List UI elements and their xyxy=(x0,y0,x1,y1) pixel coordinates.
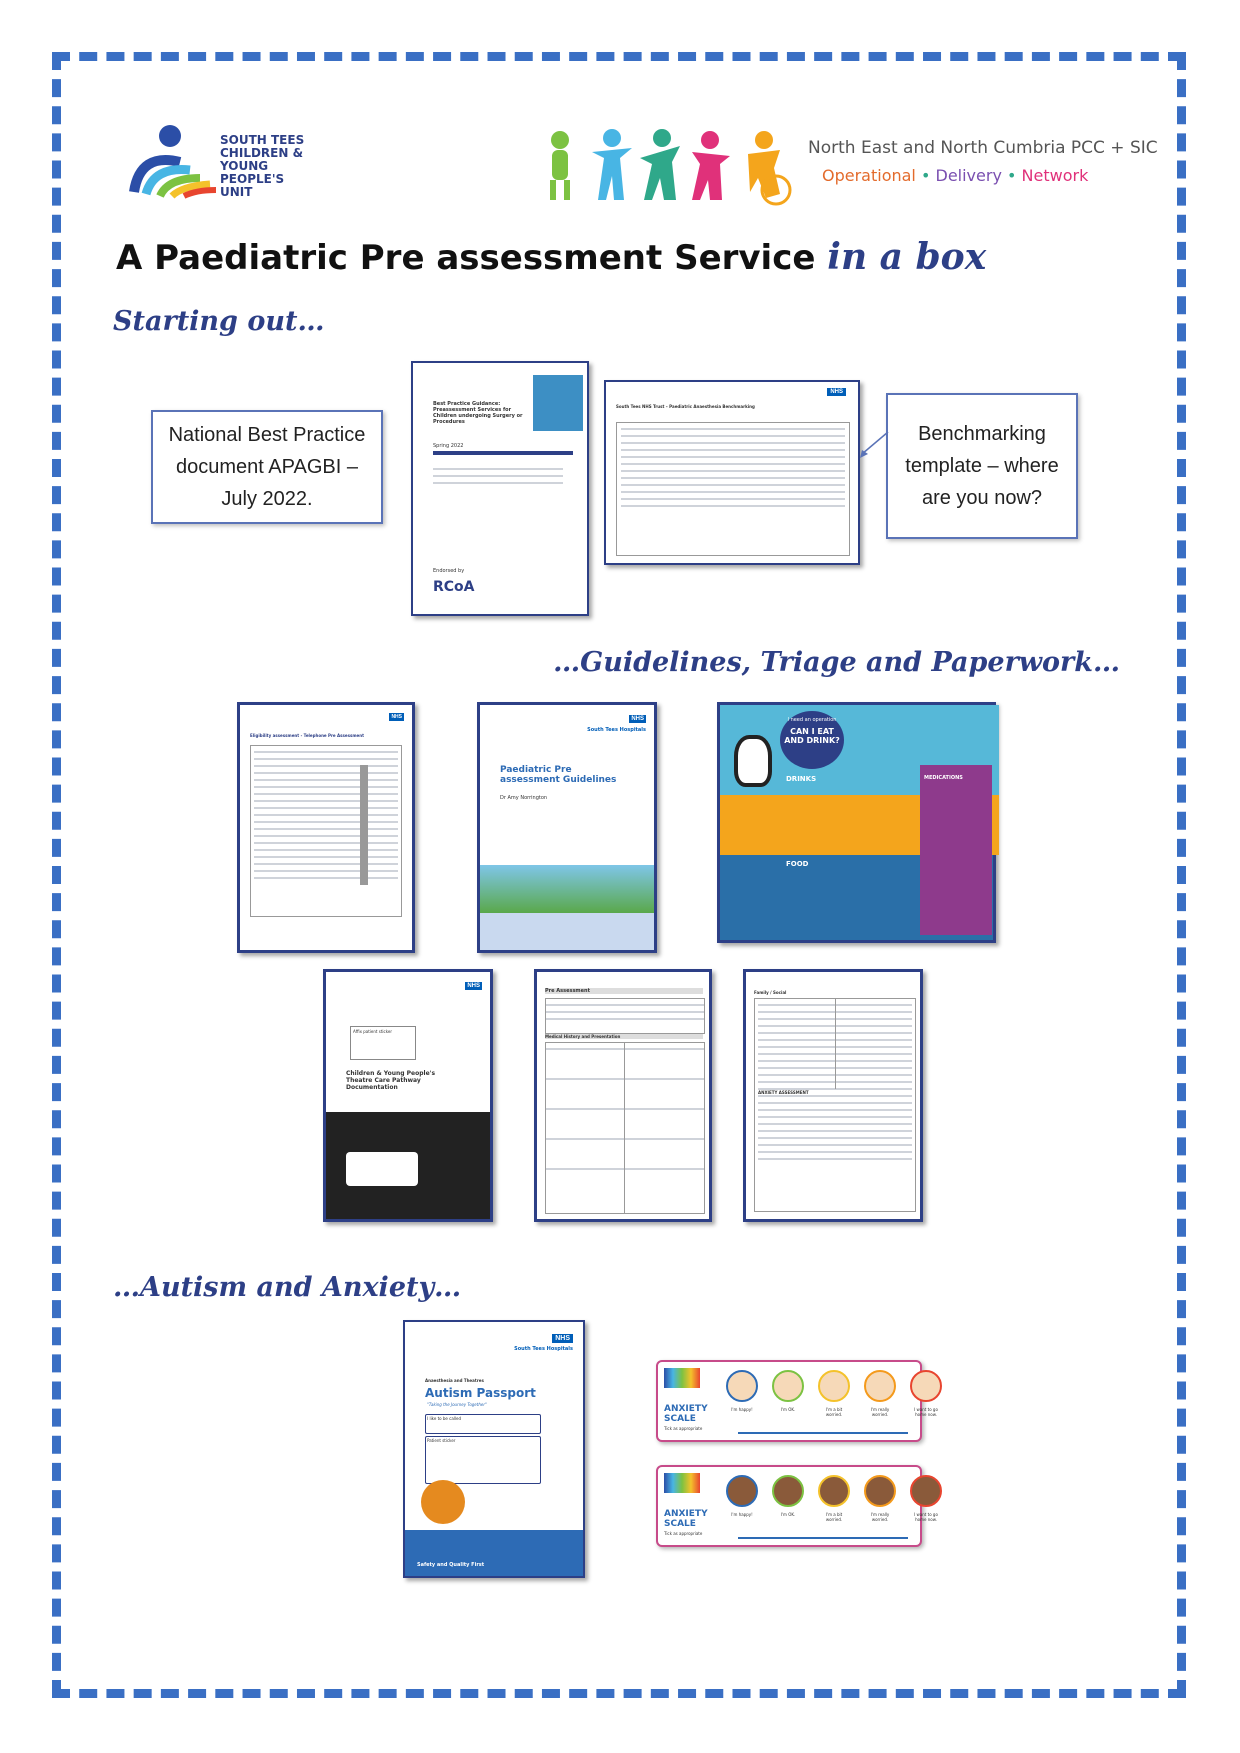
face-icon-really-worried xyxy=(864,1370,896,1402)
poster-food: FOOD xyxy=(786,860,809,868)
passport-title: Autism Passport xyxy=(425,1386,536,1400)
network-logo-delivery: Delivery xyxy=(935,166,1002,185)
apagbi-date: Spring 2022 xyxy=(433,443,464,449)
face-icon-go-home xyxy=(910,1475,942,1507)
anxiety-card1-face3: I'm a bit worried. xyxy=(825,1407,843,1417)
preassess-sub: Medical History and Presentation xyxy=(545,1034,703,1039)
section-heading-autism: …Autism and Anxiety… xyxy=(113,1272,462,1303)
doc-theatre-care-pathway xyxy=(323,969,493,1222)
bench-nhs-logo: NHS xyxy=(827,388,846,396)
guidelines-org: South Tees Hospitals xyxy=(587,727,646,733)
eligibility-nhs-logo: NHS xyxy=(391,714,402,720)
anxiety-card2-label1: ANXIETY xyxy=(664,1509,708,1519)
page-title xyxy=(116,236,986,278)
anxiety-card1-face2: I'm OK. xyxy=(780,1407,796,1412)
passport-footer: Safety and Quality First xyxy=(417,1562,485,1568)
doc-eat-drink-poster xyxy=(717,702,996,943)
anxiety-card2-label2: SCALE xyxy=(664,1519,696,1529)
callout-national-text: National Best Practice document APAGBI – July 2022. xyxy=(168,424,366,510)
network-logo xyxy=(540,128,1158,204)
children-figures-logo-icon xyxy=(540,128,798,204)
face-icon-bit-worried xyxy=(818,1475,850,1507)
passport-tag: "Taking the Journey Together" xyxy=(427,1402,487,1407)
arrow-connector xyxy=(858,430,890,460)
network-logo-operational: Operational xyxy=(822,166,916,185)
south-tees-logo-text: SOUTH TEES CHILDREN & YOUNG PEOPLE'S UNIT xyxy=(220,133,305,199)
apagbi-rcoa-logo: RCoA xyxy=(433,579,475,595)
doc-benchmarking-template xyxy=(604,380,860,565)
passport-lion-icon xyxy=(421,1480,465,1524)
doc-apagbi-guidance xyxy=(411,361,589,616)
face-icon-go-home xyxy=(910,1370,942,1402)
passport-org: South Tees Hospitals xyxy=(514,1346,573,1352)
face-icon-ok xyxy=(772,1370,804,1402)
preassess-title: Pre Assessment xyxy=(545,988,703,994)
passport-field1: I like to be called xyxy=(425,1414,541,1434)
network-logo-line2: Operational • Delivery • Network xyxy=(822,166,1089,185)
anxiety-card2-logo-icon xyxy=(664,1473,700,1493)
anxiety-scale-card-1 xyxy=(656,1360,938,1442)
doc-family-social-form xyxy=(743,969,923,1222)
apagbi-emblem-icon xyxy=(533,375,583,431)
anxiety-card1-face1: I'm happy! xyxy=(731,1407,753,1412)
doc-pre-assessment-form xyxy=(534,969,712,1222)
network-logo-network: Network xyxy=(1021,166,1089,185)
pathway-sticker: Affix patient sticker xyxy=(350,1026,416,1060)
anxiety-card1-tick: Tick as appropriate xyxy=(664,1426,703,1431)
doc-autism-passport xyxy=(403,1320,585,1578)
guidelines-giraffe-scene-icon xyxy=(480,865,654,913)
family-title: Family / Social xyxy=(754,990,787,995)
anxiety-card2-face4: I'm really worried. xyxy=(870,1512,890,1522)
guidelines-author: Dr Amy Norrington xyxy=(500,795,548,801)
face-icon-happy xyxy=(726,1475,758,1507)
pathway-title: Children & Young People's Theatre Care Pathway Documentation xyxy=(346,1070,436,1091)
anxiety-card2-face5: I want to go home now. xyxy=(914,1512,938,1522)
doc-eligibility-assessment xyxy=(237,702,415,953)
callout-national-best-practice xyxy=(151,410,383,524)
apagbi-title: Best Practice Guidance: Preassessment Services for Children undergoing Surgery or Procedures xyxy=(433,401,523,425)
bench-title: South Tees NHS Trust – Paediatric Anaesthesia Benchmarking xyxy=(616,404,755,409)
poster-q2: CAN I EAT AND DRINK? xyxy=(784,727,840,745)
guidelines-title: Paediatric Pre assessment Guidelines xyxy=(500,765,617,785)
apagbi-endorsed: Endorsed by xyxy=(433,568,465,574)
anxiety-scale-card-2 xyxy=(656,1465,938,1547)
anxiety-card1-label1: ANXIETY xyxy=(664,1404,708,1414)
anxiety-card2-face3: I'm a bit worried. xyxy=(825,1512,843,1522)
poster-meds: MEDICATIONS xyxy=(924,775,963,781)
anxiety-card1-face5: I want to go home now. xyxy=(914,1407,938,1417)
page-title-accent: in a box xyxy=(827,236,987,278)
south-tees-logo xyxy=(130,122,330,198)
guidelines-nhs-logo: NHS xyxy=(631,716,644,722)
callout-benchmark-text: Benchmarking template – where are you now? xyxy=(905,423,1059,509)
face-icon-ok xyxy=(772,1475,804,1507)
passport-dept: Anaesthesia and Theatres xyxy=(425,1378,484,1383)
family-anxiety: ANXIETY ASSESSMENT xyxy=(758,1090,809,1095)
page-title-main: A Paediatric Pre assessment Service xyxy=(116,238,828,278)
poster-q1: I need an operation xyxy=(787,717,837,723)
face-icon-really-worried xyxy=(864,1475,896,1507)
passport-nhs-logo: NHS xyxy=(552,1334,573,1343)
anxiety-card1-face4: I'm really worried. xyxy=(870,1407,890,1417)
anxiety-card2-face1: I'm happy! xyxy=(731,1512,753,1517)
anxiety-card2-face2: I'm OK. xyxy=(780,1512,796,1517)
anxiety-card1-label2: SCALE xyxy=(664,1414,696,1424)
anxiety-card2-tick: Tick as appropriate xyxy=(664,1531,703,1536)
section-heading-starting: Starting out… xyxy=(113,306,325,337)
doc-preassessment-guidelines xyxy=(477,702,657,953)
eligibility-title: Eligibility assessment - Telephone Pre Assessment xyxy=(250,733,365,738)
anxiety-card1-logo-icon xyxy=(664,1368,700,1388)
passport-field2: Patient sticker xyxy=(425,1436,541,1484)
pathway-nhs-logo: NHS xyxy=(467,983,480,989)
section-heading-guidelines: …Guidelines, Triage and Paperwork… xyxy=(553,647,1120,678)
face-icon-bit-worried xyxy=(818,1370,850,1402)
rainbow-person-logo-icon xyxy=(130,122,218,198)
face-icon-happy xyxy=(726,1370,758,1402)
poster-penguin-icon xyxy=(734,735,772,787)
poster-drinks: DRINKS xyxy=(786,775,817,783)
callout-benchmarking xyxy=(886,393,1078,539)
network-logo-line1: North East and North Cumbria PCC + SIC xyxy=(808,138,1158,158)
